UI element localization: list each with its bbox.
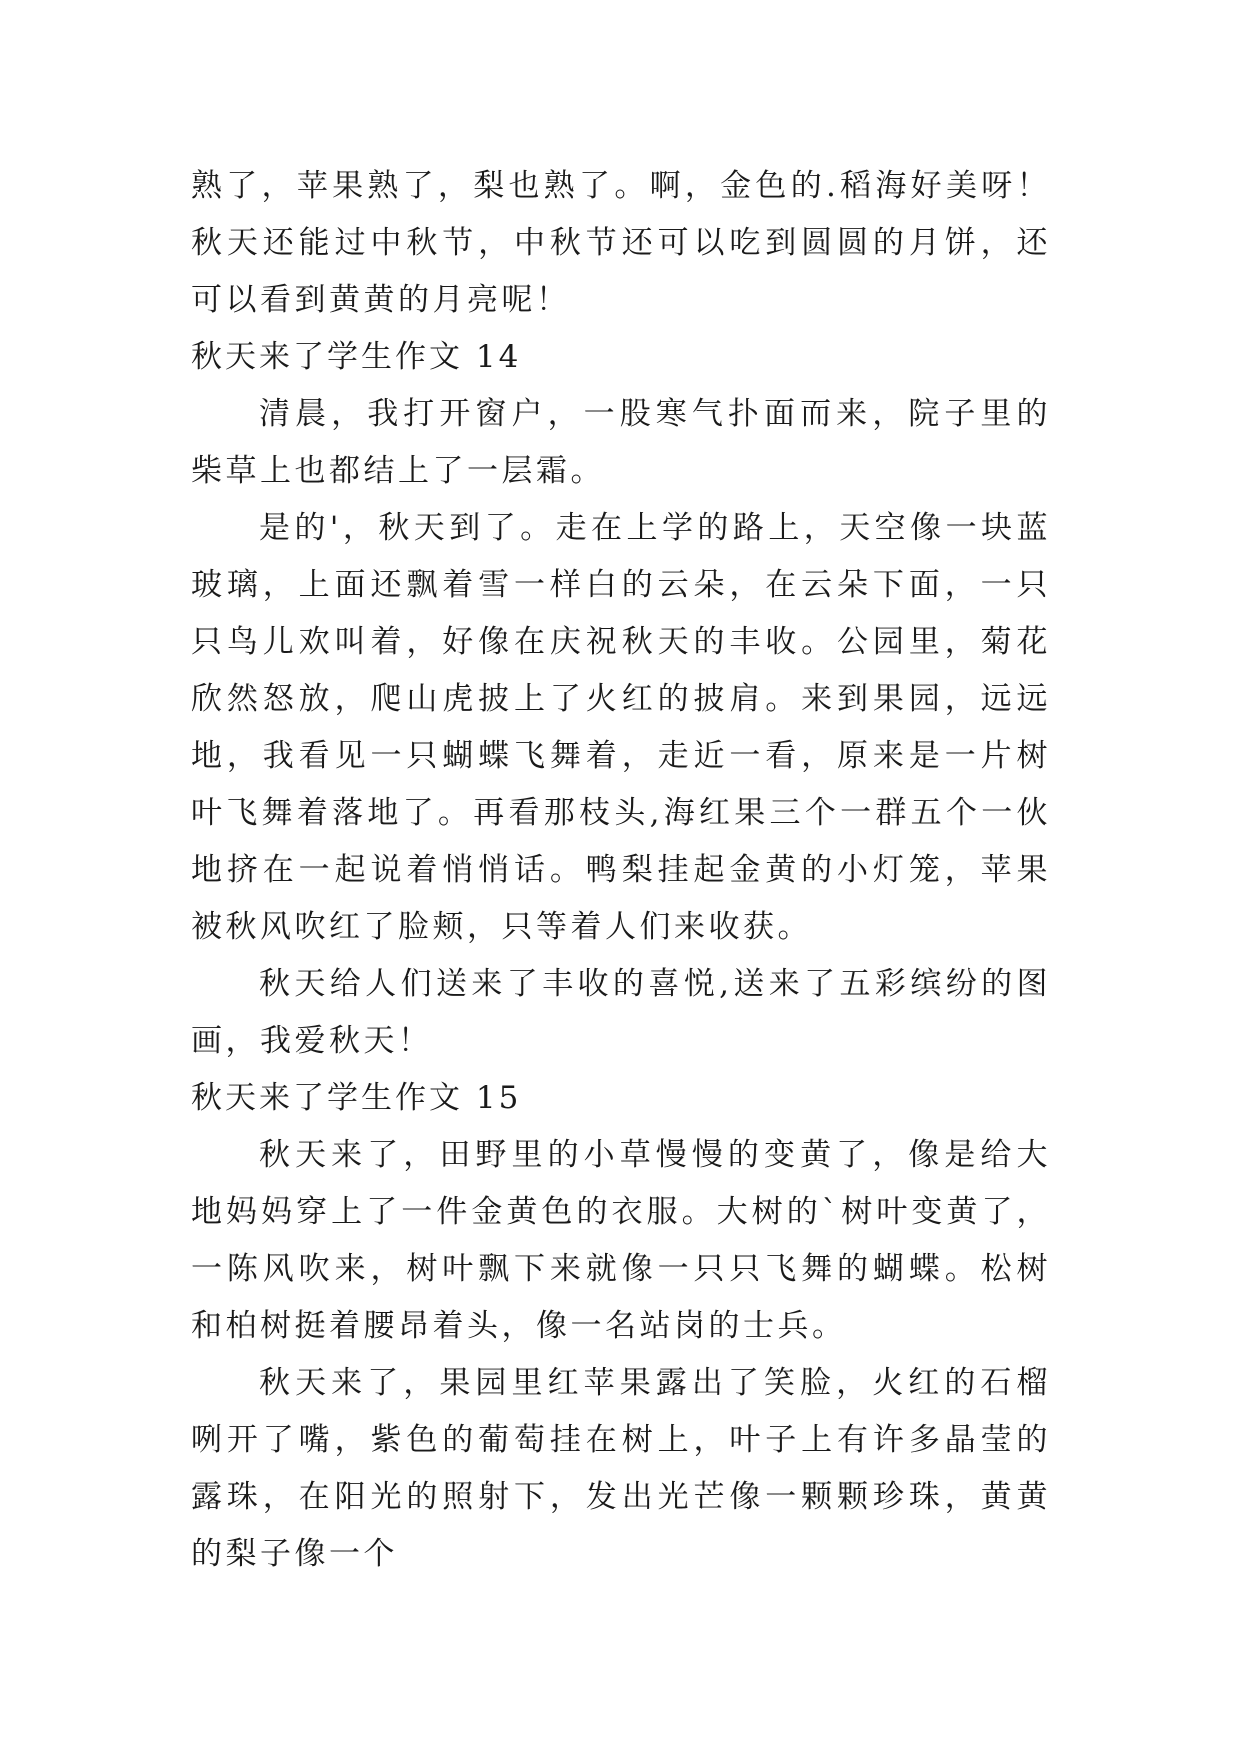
paragraph: 秋天来了，田野里的小草慢慢的变黄了，像是给大地妈妈穿上了一件金黄色的衣服。大树的`树叶变黄了，一陈风吹来，树叶飘下来就像一只只飞舞的蝴蝶。松树和柏树挺着腰昂着头，像一名站岗的士兵。 bbox=[191, 1137, 1051, 1344]
paragraph: 秋天来了，果园里红苹果露出了笑脸，火红的石榴咧开了嘴，紫色的葡萄挂在树上，叶子上有许多晶莹的露珠，在阳光的照射下，发出光芒像一颗颗珍珠，黄黄的梨子像一个 bbox=[191, 1365, 1051, 1572]
document-body bbox=[191, 158, 1051, 1583]
essay-heading-14: 秋天来了学生作文 14 bbox=[191, 339, 522, 375]
paragraph: 秋天给人们送来了丰收的喜悦,送来了五彩缤纷的图画，我爱秋天！ bbox=[191, 966, 1051, 1059]
essay-heading-15: 秋天来了学生作文 15 bbox=[191, 1080, 522, 1116]
paragraph: 是的'，秋天到了。走在上学的路上，天空像一块蓝玻璃，上面还飘着雪一样白的云朵，在云朵下面，一只只鸟儿欢叫着，好像在庆祝秋天的丰收。公园里，菊花欣然怒放，爬山虎披上了火红的披肩。来到果园，远远地，我看见一只蝴蝶飞舞着，走近一看，原来是一片树叶飞舞着落地了。再看那枝头,海红果三个一群五个一伙地挤在一起说着悄悄话。鸭梨挂起金黄的小灯笼，苹果被秋风吹红了脸颊，只等着人们来收获。 bbox=[191, 510, 1051, 945]
paragraph-continued: 熟了，苹果熟了，梨也熟了。啊，金色的.稻海好美呀！秋天还能过中秋节，中秋节还可以吃到圆圆的月饼，还可以看到黄黄的月亮呢！ bbox=[191, 168, 1051, 318]
paragraph: 清晨，我打开窗户，一股寒气扑面而来，院子里的柴草上也都结上了一层霜。 bbox=[191, 396, 1051, 489]
